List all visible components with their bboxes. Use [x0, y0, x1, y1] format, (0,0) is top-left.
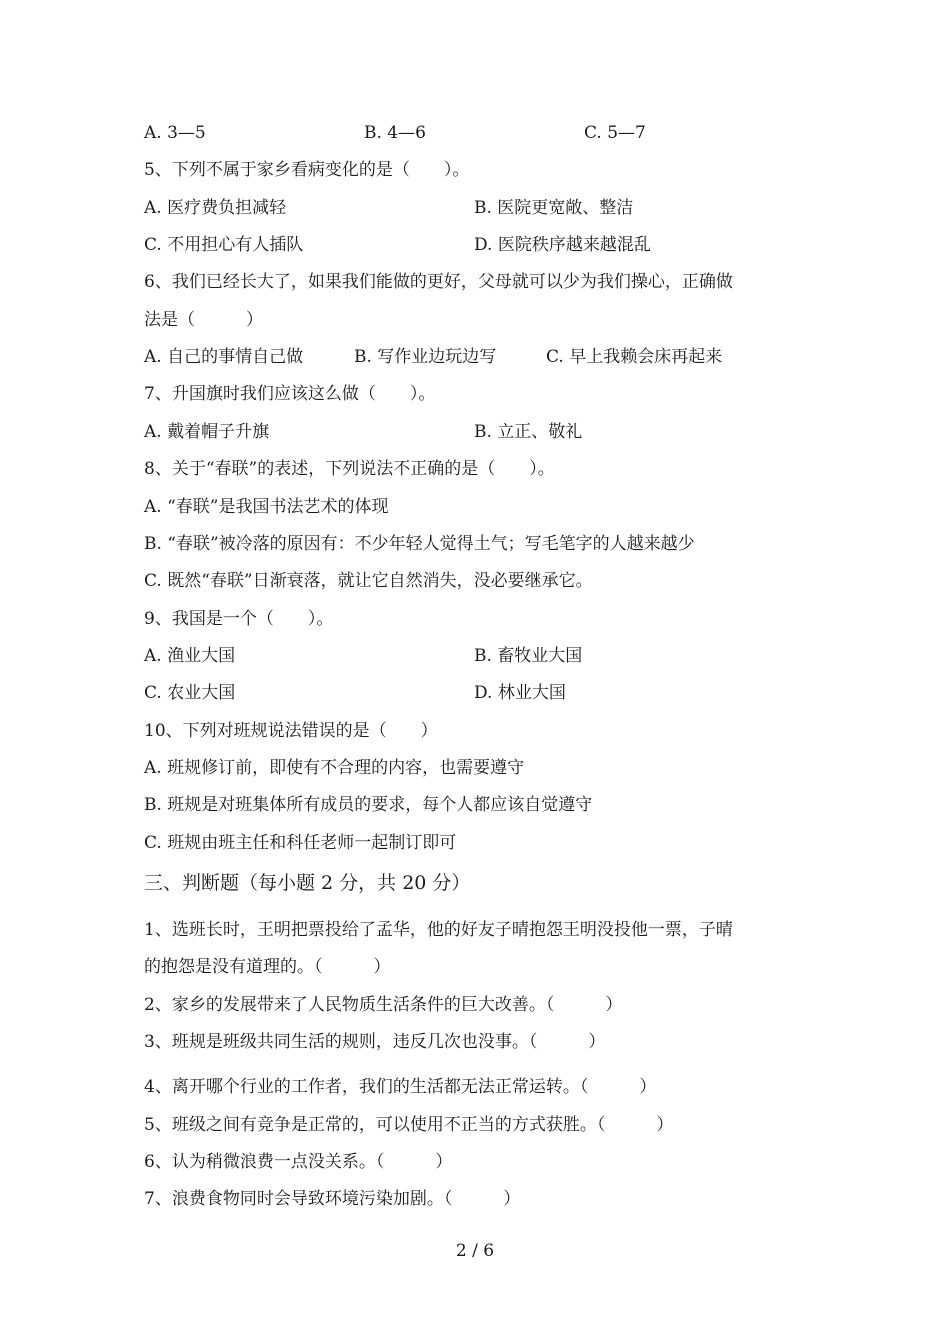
section-3-title: 三、判断题（每小题 2 分，共 20 分）	[144, 872, 471, 894]
q8-stem: 8、关于“春联”的表述，下列说法不正确的是（ ）。	[144, 459, 555, 479]
q7-stem: 7、升国旗时我们应该这么做（ ）。	[144, 384, 436, 404]
judgment-item-7: 7、浪费食物同时会导致环境污染加剧。（ ）	[144, 1189, 521, 1209]
judgment-item-3: 3、班规是班级共同生活的规则，违反几次也没事。（ ）	[144, 1032, 606, 1052]
q10-option-a: A. 班规修订前，即使有不合理的内容，也需要遵守	[144, 758, 525, 778]
q9-option-c: C. 农业大国	[144, 683, 236, 703]
judgment-item-1-line2: 的抱怨是没有道理的。（ ）	[144, 957, 391, 977]
judgment-item-6: 6、认为稍微浪费一点没关系。（ ）	[144, 1152, 453, 1172]
q8-option-c: C. 既然“春联”日渐衰落，就让它自然消失，没必要继承它。	[144, 571, 593, 591]
q9-option-a: A. 渔业大国	[144, 646, 236, 666]
judgment-item-1-line1: 1、选班长时，王明把票投给了孟华，他的好友子晴抱怨王明没投他一票，子晴	[144, 920, 733, 940]
q5-option-d: D. 医院秩序越来越混乱	[474, 235, 651, 255]
q9-option-d: D. 林业大国	[474, 683, 566, 703]
q10-stem: 10、下列对班规说法错误的是（ ）	[144, 721, 438, 741]
q5-option-a: A. 医疗费负担减轻	[144, 198, 287, 218]
judgment-item-2: 2、家乡的发展带来了人民物质生活条件的巨大改善。（ ）	[144, 995, 623, 1015]
q6-stem-line1: 6、我们已经长大了，如果我们能做的更好，父母就可以少为我们操心，正确做	[144, 272, 733, 292]
q5-stem: 5、下列不属于家乡看病变化的是（ ）。	[144, 160, 470, 180]
q7-option-a: A. 戴着帽子升旗	[144, 422, 270, 442]
q8-option-a: A. “春联”是我国书法艺术的体现	[144, 497, 389, 517]
q10-option-c: C. 班规由班主任和科任老师一起制订即可	[144, 833, 457, 853]
q6-option-a: A. 自己的事情自己做	[144, 347, 304, 367]
q6-stem-line2: 法是（ ）	[144, 310, 263, 330]
judgment-item-4: 4、离开哪个行业的工作者，我们的生活都无法正常运转。（ ）	[144, 1077, 657, 1097]
q4-option-b: B. 4—6	[364, 123, 426, 143]
judgment-item-5: 5、班级之间有竞争是正常的，可以使用不正当的方式获胜。（ ）	[144, 1115, 674, 1135]
q4-option-a: A. 3—5	[144, 123, 206, 143]
q8-option-b: B. “春联”被冷落的原因有：不少年轻人觉得土气；写毛笔字的人越来越少	[144, 534, 695, 554]
q5-option-c: C. 不用担心有人插队	[144, 235, 304, 255]
q4-option-c: C. 5—7	[584, 123, 646, 143]
q9-option-b: B. 畜牧业大国	[474, 646, 583, 666]
q5-option-b: B. 医院更宽敞、整洁	[474, 198, 634, 218]
q6-option-c: C. 早上我赖会床再起来	[546, 347, 723, 367]
q10-option-b: B. 班规是对班集体所有成员的要求，每个人都应该自觉遵守	[144, 795, 593, 815]
q6-option-b: B. 写作业边玩边写	[354, 347, 497, 367]
page-number: 2 / 6	[455, 1241, 495, 1261]
q7-option-b: B. 立正、敬礼	[474, 422, 583, 442]
q9-stem: 9、我国是一个（ ）。	[144, 609, 334, 629]
